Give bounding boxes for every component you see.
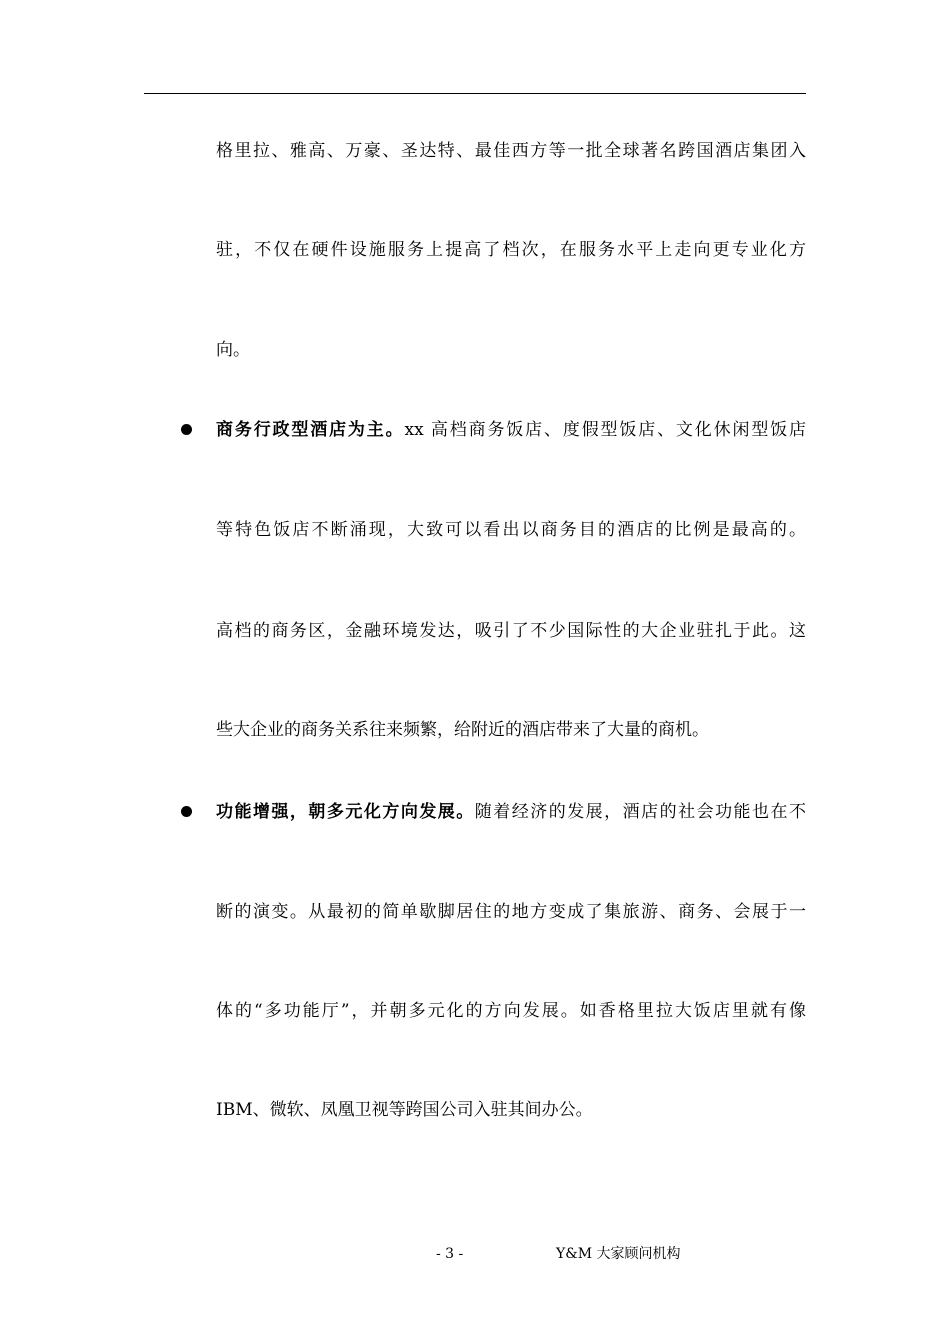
body-text-line: IBM、微软、凤凰卫视等跨国公司入驻其间办公。: [216, 1100, 593, 1120]
bullet-text: 随着经济的发展，酒店的社会功能也在不: [474, 802, 807, 822]
body-text-line: 驻，不仅在硬件设施服务上提高了档次，在服务水平上走向更专业化方: [216, 240, 806, 260]
body-text-line: 格里拉、雅高、万豪、圣达特、最佳西方等一批全球著名跨国酒店集团入: [216, 141, 806, 161]
body-text-line: 些大企业的商务关系往来频繁，给附近的酒店带来了大量的商机。: [216, 720, 709, 740]
bullet-dot-icon: [181, 424, 192, 435]
body-text-line: 断的演变。从最初的简单歇脚居住的地方变成了集旅游、商务、会展于一: [216, 902, 806, 922]
body-text-line: 等特色饭店不断涌现，大致可以看出以商务目的酒店的比例是最高的。: [216, 520, 806, 540]
page-number: - 3 -: [436, 1246, 464, 1262]
body-text-line: 体的“多功能厅”，并朝多元化的方向发展。如香格里拉大饭店里就有像: [216, 1001, 806, 1021]
body-text-line: 高档的商务区，金融环境发达，吸引了不少国际性的大企业驻扎于此。这: [216, 621, 806, 641]
footer-organization: Y&M 大家顾问机构: [556, 1246, 681, 1262]
bullet-item-2-first-line: [216, 800, 806, 824]
bullet-heading: 功能增强，朝多元化方向发展。: [216, 802, 475, 822]
body-text-line: 向。: [216, 340, 250, 360]
bullet-item-1-first-line: [216, 418, 806, 442]
bullet-heading: 商务行政型酒店为主。: [216, 420, 405, 440]
bullet-dot-icon: [181, 806, 192, 817]
header-rule: [144, 93, 806, 94]
bullet-text: xx 高档商务饭店、度假型饭店、文化休闲型饭店: [404, 420, 807, 440]
